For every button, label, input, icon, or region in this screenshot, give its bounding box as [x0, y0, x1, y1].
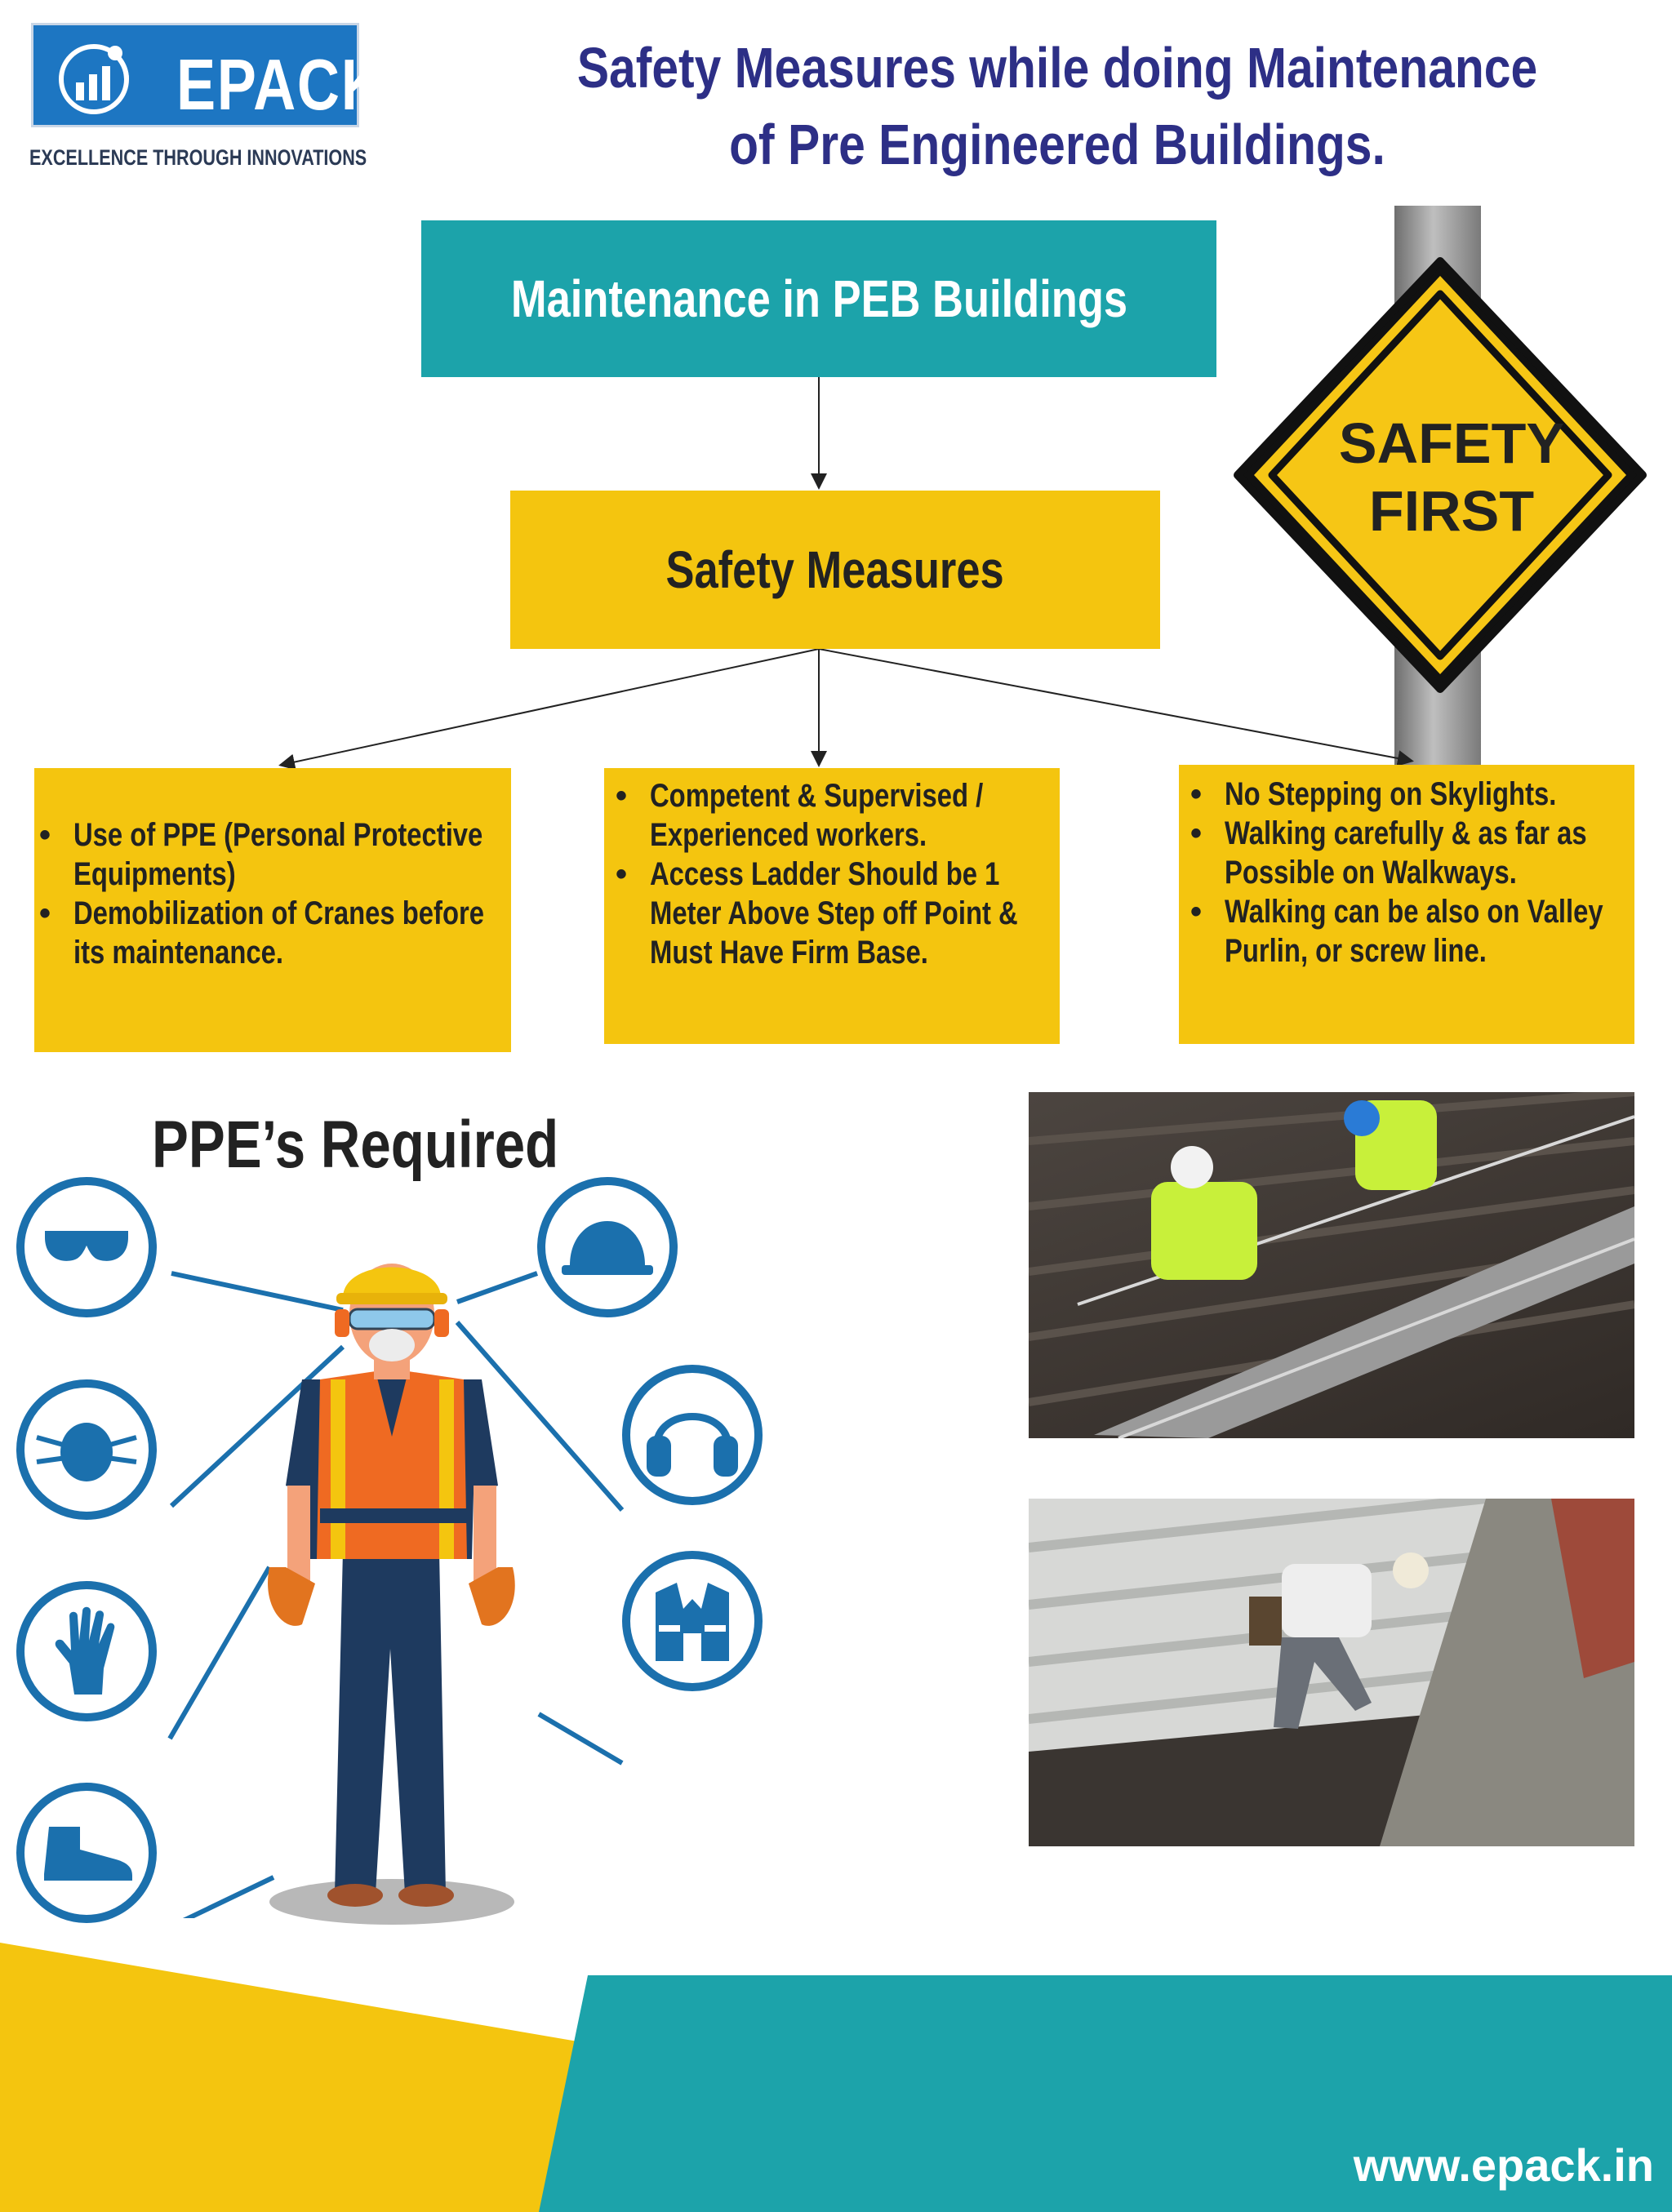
brand-name: EPACK: [176, 44, 385, 125]
list-item: • Walking can be also on Valley Purlin, or screw line.: [1190, 894, 1603, 969]
title-line-2: of Pre Engineered Buildings.: [729, 113, 1385, 176]
list-item: • Demobilization of Cranes before its maintenance.: [39, 895, 485, 971]
ppe-title: PPE’s Required: [152, 1108, 559, 1182]
maintenance-box-label: Maintenance in PEB Buildings: [510, 269, 1127, 328]
measures-box-walking: [1179, 765, 1634, 1044]
measures-box-workers: [604, 768, 1060, 1044]
hard-hat-icon: [537, 1177, 678, 1317]
list-item: • Walking carefully & as far as Possible on Walkways.: [1190, 815, 1587, 891]
worker-illustration: [253, 1224, 531, 1934]
list-item: • Access Ladder Should be 1 Meter Above Step off Point & Must Have Firm Base.: [616, 856, 1018, 971]
safety-glasses-icon: [16, 1177, 157, 1317]
sign-line-1: SAFETY: [1338, 411, 1565, 475]
list-item: • Use of PPE (Personal Protective Equipments): [39, 817, 483, 892]
flow-connectors: [0, 0, 1672, 816]
brand-tagline: EXCELLENCE THROUGH INNOVATIONS: [29, 145, 367, 170]
title-line-1: Safety Measures while doing Maintenance: [576, 36, 1538, 100]
gloves-icon: [16, 1581, 157, 1721]
list-item: • No Stepping on Skylights.: [1190, 776, 1557, 812]
ear-muffs-icon: [622, 1365, 763, 1505]
measures-box-ppe: [34, 768, 511, 1052]
dust-mask-icon: [16, 1379, 157, 1520]
maintenance-box: [421, 220, 1216, 377]
safety-boot-icon: [16, 1783, 157, 1923]
safety-measures-label: Safety Measures: [665, 540, 1005, 599]
safety-measures-box: [510, 491, 1160, 649]
roof-worker-photo: [1029, 1499, 1634, 1846]
website-link[interactable]: www.epack.in: [1353, 2139, 1654, 2191]
list-item: • Competent & Supervised / Experienced workers.: [616, 778, 984, 853]
roof-walkway-photo: [1029, 1092, 1634, 1438]
safety-vest-icon: [622, 1551, 763, 1691]
sign-line-2: FIRST: [1368, 479, 1535, 543]
